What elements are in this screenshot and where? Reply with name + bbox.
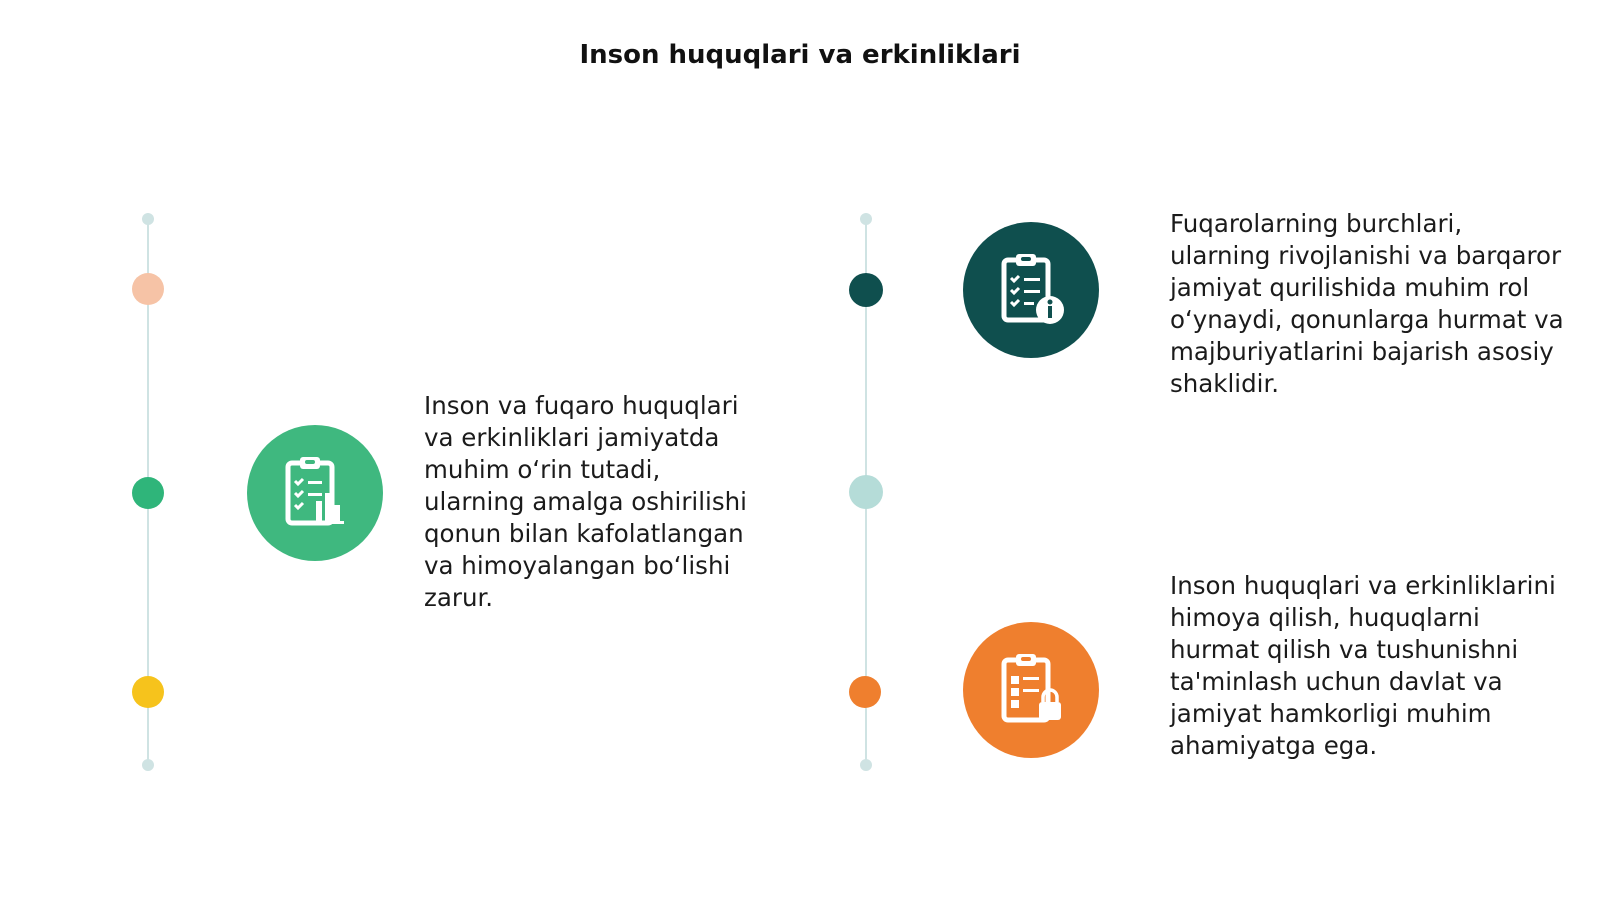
- left-timeline-cap-bottom: [142, 759, 154, 771]
- left-timeline-marker-green: [132, 477, 164, 509]
- right-timeline-marker-teal: [849, 273, 883, 307]
- item-text-1: Inson va fuqaro huquqlari va erkinliklari jamiyatda muhim o‘rin tutadi, ularning amalga oshirilishi qonun bilan kafolatlangan va himoyalangan bo‘lishi zarur.: [424, 391, 747, 612]
- clipboard-lock-glyph: [996, 650, 1066, 730]
- clipboard-lock-icon: [963, 622, 1099, 758]
- right-timeline-cap-top: [860, 213, 872, 225]
- clipboard-info-icon: [963, 222, 1099, 358]
- page-title: Inson huquqlari va erkinliklari: [579, 40, 1021, 70]
- right-timeline-cap-bottom: [860, 759, 872, 771]
- item-text-3: Inson huquqlari va erkinliklarini himoya qilish, huquqlarni hurmat qilish va tushunishni ta'minlash uchun davlat va jamiyat hamkorligi muhim ahamiyatga ega.: [1170, 571, 1556, 760]
- clipboard-chart-icon: [247, 425, 383, 561]
- right-timeline-marker-orange: [849, 676, 881, 708]
- item-text-2: Fuqarolarning burchlari, ularning rivojlanishi va barqaror jamiyat qurilishida muhim rol o‘ynaydi, qonunlarga hurmat va majburiyatlarini bajarish asosiy shaklidir.: [1170, 209, 1564, 398]
- right-timeline-marker-light: [849, 475, 883, 509]
- clipboard-info-glyph: [996, 250, 1066, 330]
- clipboard-chart-glyph: [280, 453, 350, 533]
- left-timeline-marker-peach: [132, 273, 164, 305]
- left-timeline-marker-yellow: [132, 676, 164, 708]
- left-timeline-cap-top: [142, 213, 154, 225]
